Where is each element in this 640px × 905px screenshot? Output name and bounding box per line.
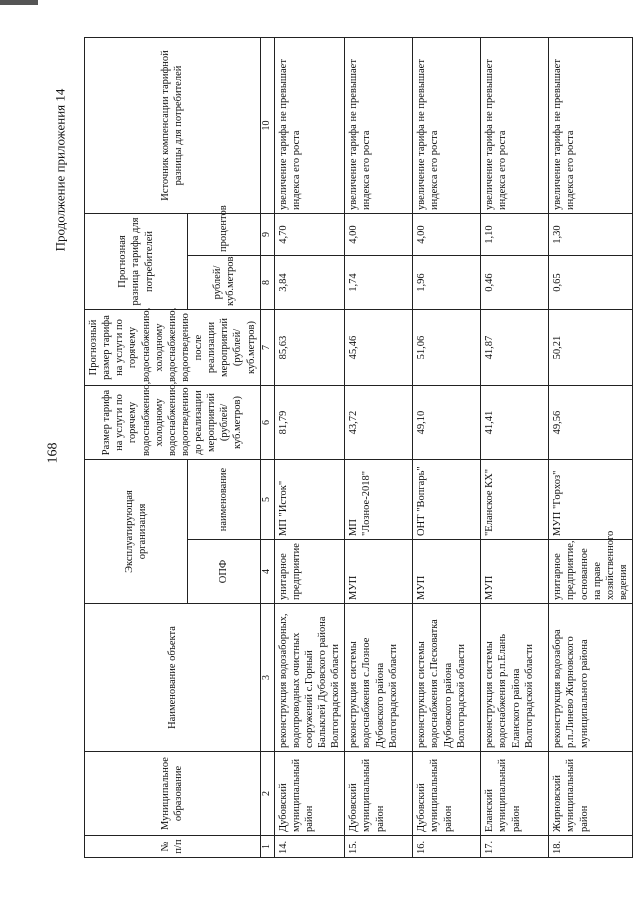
diff-pct-cell: 1,30	[549, 214, 633, 256]
org-name-cell: ОНТ "Вопгарь"	[413, 460, 481, 540]
continuation-heading: Продолжение приложения 14	[52, 88, 68, 252]
tariff-before-cell: 49,56	[549, 386, 633, 460]
col-header-org-name: наименование	[188, 460, 261, 540]
tariff-after-cell: 41,87	[481, 310, 549, 386]
municipality-cell: Дубовский муниципальный район	[345, 752, 413, 836]
column-number: 8	[260, 256, 274, 310]
col-header-tariff-before: Размер тарифа на услуги по горячему водоснабжению, холодному водоснабжению, водоотведению до реализации мероприятий (рублей/куб.метров)	[85, 386, 261, 460]
tariff-before-cell: 49,10	[413, 386, 481, 460]
col-header-diff: Прогнозная разница тарифа для потребителей	[85, 214, 188, 310]
opf-cell: унитарное предприятие, основанное на праве хозяйственного ведения	[549, 540, 633, 604]
municipality-cell: Дубовский муниципальный район	[274, 752, 345, 836]
org-name-cell: МП "Лозное-2018"	[345, 460, 413, 540]
column-number: 10	[260, 38, 274, 214]
diff-pct-cell: 4,00	[413, 214, 481, 256]
col-header-tariff-after: Прогнозный размер тарифа на услуги по горячему водоснабжению, холодному водоснабжению, водоотведению после реализации мероприятий (рублей/куб.метров)	[85, 310, 261, 386]
table-row	[549, 38, 633, 858]
column-number: 1	[260, 836, 274, 858]
tariff-table	[84, 37, 633, 858]
source-cell: увеличение тарифа не превышает индекса его роста	[274, 38, 345, 214]
tariff-after-cell: 50,21	[549, 310, 633, 386]
column-number-row	[260, 38, 274, 858]
object-cell: реконструкция системы водоснабжения р.п.Елань Еланского района Волгоградской области	[481, 604, 549, 752]
object-cell: реконструкция водозабора р.п.Линево Жирновского муниципального района	[549, 604, 633, 752]
tariff-before-cell: 43,72	[345, 386, 413, 460]
table-region	[84, 38, 629, 858]
row-number: 15.	[345, 836, 413, 858]
object-cell: реконструкция системы водоснабжения с.Песковатка Дубовского района Волгоградской области	[413, 604, 481, 752]
source-cell: увеличение тарифа не превышает индекса его роста	[345, 38, 413, 214]
object-cell: реконструкция системы водоснабжения с.Лозное Дубовского района Волгоградской области	[345, 604, 413, 752]
column-number: 7	[260, 310, 274, 386]
table-row	[274, 38, 345, 858]
object-cell: реконструкция водозаборных, водопроводных очистных сооружений с.Горный Балыклей Дубовского района Волгоградской области	[274, 604, 345, 752]
opf-cell: МУП	[481, 540, 549, 604]
diff-pct-cell: 4,00	[345, 214, 413, 256]
header-row-1	[85, 38, 188, 858]
source-cell: увеличение тарифа не превышает индекса его роста	[481, 38, 549, 214]
row-number: 16.	[413, 836, 481, 858]
scan-mark	[0, 0, 38, 5]
tariff-after-cell: 85,63	[274, 310, 345, 386]
diff-rub-cell: 1,96	[413, 256, 481, 310]
row-number: 18.	[549, 836, 633, 858]
rotated-table-container	[84, 38, 629, 858]
column-number: 9	[260, 214, 274, 256]
table-row	[413, 38, 481, 858]
page-number: 168	[45, 442, 60, 464]
col-header-opf: ОПФ	[188, 540, 261, 604]
row-number: 14.	[274, 836, 345, 858]
opf-cell: МУП	[413, 540, 481, 604]
col-header-object: Наименование объекта	[85, 604, 261, 752]
column-number: 4	[260, 540, 274, 604]
tariff-before-cell: 81,79	[274, 386, 345, 460]
column-number: 3	[260, 604, 274, 752]
column-number: 2	[260, 752, 274, 836]
row-number: 17.	[481, 836, 549, 858]
opf-cell: унитарное предприятие	[274, 540, 345, 604]
col-header-source: Источник компенсации тарифной разницы для потребителей	[85, 38, 261, 214]
diff-rub-cell: 1,74	[345, 256, 413, 310]
diff-rub-cell: 0,46	[481, 256, 549, 310]
column-number: 5	[260, 460, 274, 540]
diff-rub-cell: 3,84	[274, 256, 345, 310]
col-header-num: № п/п	[85, 836, 261, 858]
org-name-cell: "Еланское КХ"	[481, 460, 549, 540]
table-row	[481, 38, 549, 858]
source-cell: увеличение тарифа не превышает индекса его роста	[413, 38, 481, 214]
tariff-before-cell: 41,41	[481, 386, 549, 460]
diff-pct-cell: 4,70	[274, 214, 345, 256]
diff-rub-cell: 0,65	[549, 256, 633, 310]
tariff-after-cell: 45,46	[345, 310, 413, 386]
diff-pct-cell: 1,10	[481, 214, 549, 256]
org-name-cell: МП "Исток"	[274, 460, 345, 540]
opf-cell: МУП	[345, 540, 413, 604]
municipality-cell: Еланский муниципальный район	[481, 752, 549, 836]
col-header-diff-pct: процентов	[188, 214, 261, 256]
col-header-org: Эксплуатирующая организация	[85, 460, 188, 604]
table-row	[345, 38, 413, 858]
municipality-cell: Дубовский муниципальный район	[413, 752, 481, 836]
column-number: 6	[260, 386, 274, 460]
municipality-cell: Жирновский муниципальный район	[549, 752, 633, 836]
col-header-diff-rub: рублей/ куб.метров	[188, 256, 261, 310]
source-cell: увеличение тарифа не превышает индекса его роста	[549, 38, 633, 214]
tariff-after-cell: 51,06	[413, 310, 481, 386]
org-name-cell: МУП "Горхоз"	[549, 460, 633, 540]
col-header-municipality: Муниципальное образование	[85, 752, 261, 836]
